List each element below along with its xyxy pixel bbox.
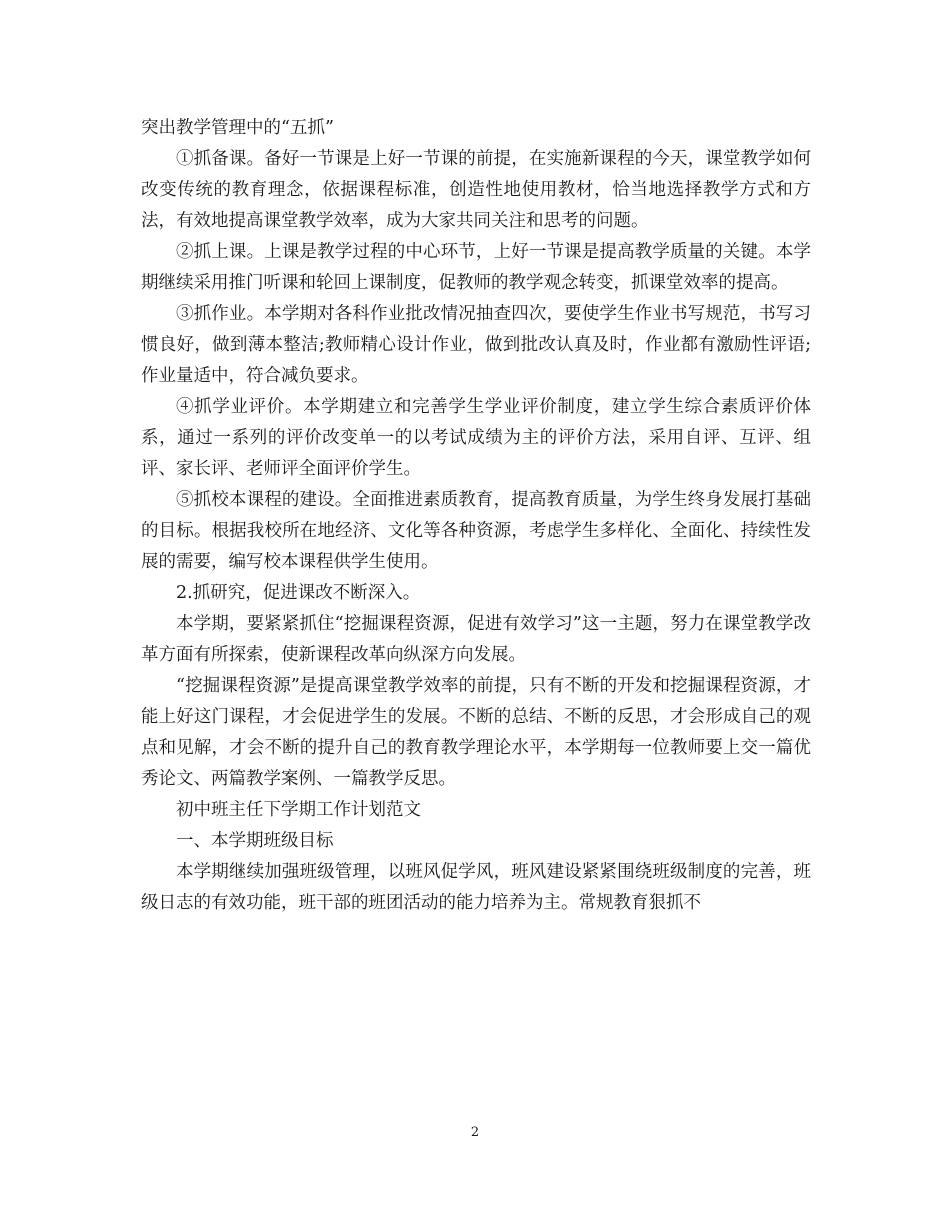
paragraph-curriculum-resources: “挖掘课程资源”是提高课堂教学效率的前提，只有不断的开发和挖掘课程资源，才能上好这门课程，才会促进学生的发展。不断的总结、不断的反思，才会形成自己的观点和见解，才会不断的提升自己的教育教学理论水平，本学期每一位教师要上交一篇优秀论文、两篇教学案例、一篇教学反思。 [141,676,811,789]
document-body [141,113,811,919]
section-subtitle-class-goals: 一、本学期班级目标 [176,831,334,851]
paragraph-classroom-teaching: ②抓上课。上课是教学过程的中心环节，上好一节课是提高教学质量的关键。本学期继续采用推门听课和轮回上课制度，促教师的教学观念转变，抓课堂效率的提高。 [141,242,811,293]
paragraph-lesson-preparation: ①抓备课。备好一节课是上好一节课的前提，在实施新课程的今天，课堂教学如何改变传统的教育理念，依据课程标准，创造性地使用教材，恰当地选择教学方式和方法，有效地提高课堂教学效率，成为大家共同关注和思考的问题。 [141,149,811,231]
section-title-work-plan: 初中班主任下学期工作计划范文 [176,800,421,820]
paragraph-homework: ③抓作业。本学期对各科作业批改情况抽查四次，要使学生作业书写规范，书写习惯良好，做到薄本整洁;教师精心设计作业，做到批改认真及时，作业都有激励性评语;作业量适中，符合减负要求。 [141,304,811,386]
page-number: 2 [470,1125,480,1140]
section-heading-five-focuses: 突出教学管理中的“五抓” [141,118,334,138]
paragraph-class-management: 本学期继续加强班级管理，以班风促学风，班风建设紧紧围绕班级制度的完善，班级日志的有效功能，班干部的班团活动的能力培养为主。常规教育狠抓不 [141,862,811,913]
paragraph-research-heading: 2.抓研究，促进课改不断深入。 [176,583,421,603]
paragraph-semester-theme: 本学期，要紧紧抓住“挖掘课程资源，促进有效学习”这一主题，努力在课堂教学改革方面有所探索，使新课程改革向纵深方向发展。 [141,614,811,665]
paragraph-school-curriculum: ⑤抓校本课程的建设。全面推进素质教育，提高教育质量，为学生终身发展打基础的目标。根据我校所在地经济、文化等各种资源，考虑学生多样化、全面化、持续性发展的需要，编写校本课程供学生使用。 [141,490,811,572]
paragraph-academic-evaluation: ④抓学业评价。本学期建立和完善学生学业评价制度，建立学生综合素质评价体系，通过一系列的评价改变单一的以考试成绩为主的评价方法，采用自评、互评、组评、家长评、老师评全面评价学生。 [141,397,811,479]
